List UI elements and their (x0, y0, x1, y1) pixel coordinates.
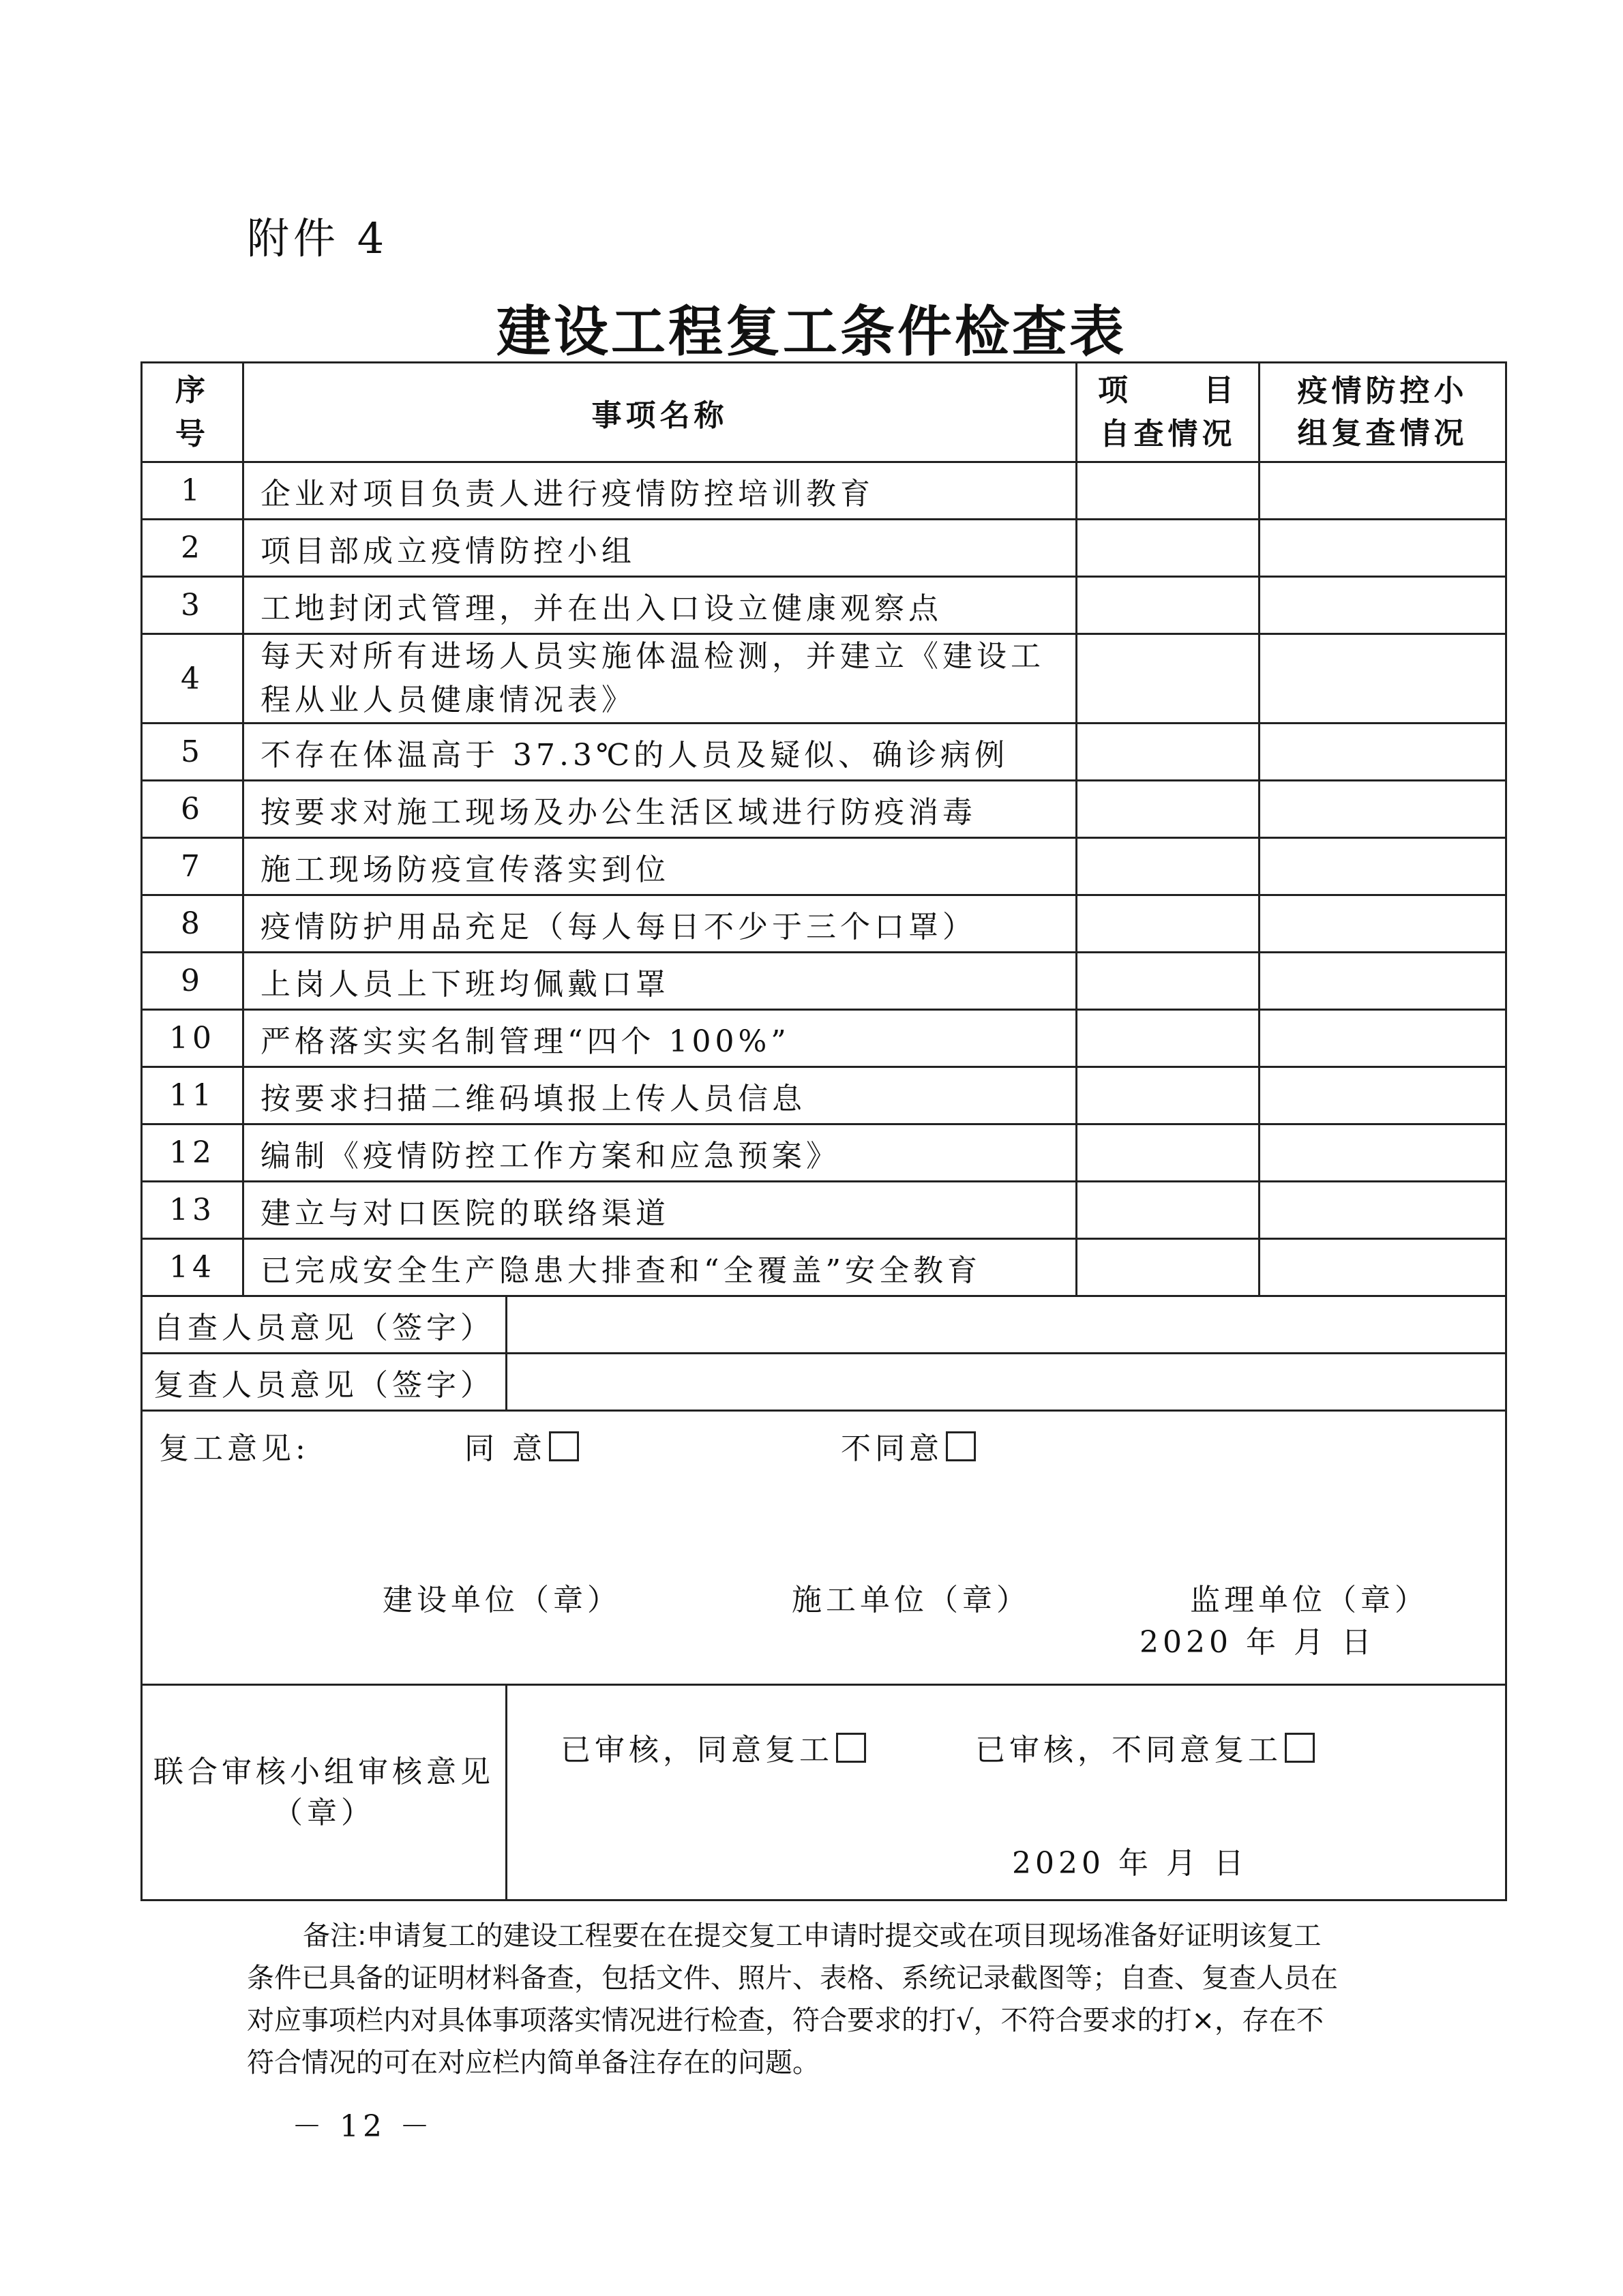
row-item: 建立与对口医院的联络渠道 (243, 1182, 1077, 1239)
row-number: 12 (142, 1124, 243, 1182)
table-row (142, 781, 1506, 838)
row-number: 1 (142, 462, 243, 520)
remarks-line: 条件已具备的证明材料备查，包括文件、照片、表格、系统记录截图等；自查、复查人员在 (247, 1963, 1338, 1994)
self-check-cell[interactable] (1077, 1182, 1260, 1239)
self-check-cell[interactable] (1077, 577, 1260, 634)
row-item: 上岗人员上下班均佩戴口罩 (243, 953, 1077, 1010)
agree-option[interactable] (464, 1424, 579, 1467)
row-number: 7 (142, 838, 243, 895)
row-item: 每天对所有进场人员实施体温检测，并建立《建设工 程从业人员健康情况表》 (243, 634, 1077, 724)
row-number: 5 (142, 724, 243, 781)
self-check-cell[interactable] (1077, 520, 1260, 577)
agree-checkbox[interactable] (549, 1431, 579, 1461)
row-number: 2 (142, 520, 243, 577)
group-check-cell[interactable] (1260, 1182, 1506, 1239)
recheck-opinion-row (142, 1354, 1506, 1411)
row-item: 施工现场防疫宣传落实到位 (243, 838, 1077, 895)
group-check-cell[interactable] (1260, 838, 1506, 895)
group-check-cell[interactable] (1260, 953, 1506, 1010)
self-check-opinion-label: 自查人员意见（签字） (142, 1296, 507, 1354)
construction-unit-seal: 建设单位（章） (383, 1583, 621, 1617)
table-row (142, 1010, 1506, 1067)
joint-review-date: 2020 年 月 日 (1012, 1846, 1248, 1881)
row-number: 10 (142, 1010, 243, 1067)
table-row (142, 1182, 1506, 1239)
page-number: － 12 － (292, 2109, 434, 2144)
row-item: 不存在体温高于 37.3℃的人员及疑似、确诊病例 (243, 724, 1077, 781)
header-self-check: 项 目 自查情况 (1077, 363, 1260, 462)
rejected-option[interactable] (975, 1725, 1315, 1769)
table-row (142, 1239, 1506, 1296)
row-number: 11 (142, 1067, 243, 1124)
resume-opinion-date: 2020 年 月 日 (1140, 1625, 1375, 1660)
rejected-label: 已审核，不同意复工 (975, 1733, 1282, 1768)
table-row (142, 462, 1506, 520)
remarks (247, 1915, 1386, 2084)
resume-opinion-row (142, 1411, 1506, 1685)
self-check-cell[interactable] (1077, 1010, 1260, 1067)
group-check-cell[interactable] (1260, 895, 1506, 953)
table-row (142, 634, 1506, 724)
joint-review-row (142, 1685, 1506, 1900)
row-item: 严格落实实名制管理“四个 100%” (243, 1010, 1077, 1067)
table-row (142, 895, 1506, 953)
self-check-cell[interactable] (1077, 895, 1260, 953)
group-check-cell[interactable] (1260, 1067, 1506, 1124)
row-number: 6 (142, 781, 243, 838)
row-item: 项目部成立疫情防控小组 (243, 520, 1077, 577)
self-check-cell[interactable] (1077, 953, 1260, 1010)
row-item: 疫情防护用品充足（每人每日不少于三个口罩） (243, 895, 1077, 953)
self-check-cell[interactable] (1077, 1124, 1260, 1182)
row-item: 编制《疫情防控工作方案和应急预案》 (243, 1124, 1077, 1182)
recheck-signature-field[interactable] (507, 1354, 1506, 1411)
recheck-opinion-label: 复查人员意见（签字） (142, 1354, 507, 1411)
group-check-cell[interactable] (1260, 1010, 1506, 1067)
row-item: 企业对项目负责人进行疫情防控培训教育 (243, 462, 1077, 520)
row-number: 9 (142, 953, 243, 1010)
self-check-cell[interactable] (1077, 634, 1260, 724)
self-check-signature-field[interactable] (507, 1296, 1506, 1354)
remarks-line: 备注:申请复工的建设工程要在在提交复工申请时提交或在项目现场准备好证明该复工 (303, 1920, 1322, 1952)
self-check-cell[interactable] (1077, 462, 1260, 520)
table-row (142, 1067, 1506, 1124)
row-item: 按要求对施工现场及办公生活区域进行防疫消毒 (243, 781, 1077, 838)
self-check-opinion-row (142, 1296, 1506, 1354)
row-item: 按要求扫描二维码填报上传人员信息 (243, 1067, 1077, 1124)
table-row (142, 577, 1506, 634)
group-check-cell[interactable] (1260, 577, 1506, 634)
group-check-cell[interactable] (1260, 1239, 1506, 1296)
remarks-line: 符合情况的可在对应栏内简单备注存在的问题。 (247, 2047, 820, 2078)
contractor-unit-seal: 施工单位（章） (792, 1583, 1030, 1617)
header-group-check: 疫情防控小 组复查情况 (1260, 363, 1506, 462)
approved-label: 已审核，同意复工 (561, 1733, 833, 1768)
joint-review-label: 联合审核小组审核意见 （章） (142, 1685, 507, 1900)
self-check-cell[interactable] (1077, 1239, 1260, 1296)
table-header-row (142, 363, 1506, 462)
row-number: 3 (142, 577, 243, 634)
row-number: 4 (142, 634, 243, 724)
attachment-label: 附件 4 (247, 213, 389, 263)
table-row (142, 1124, 1506, 1182)
disagree-label: 不同意 (841, 1431, 943, 1466)
row-item: 工地封闭式管理，并在出入口设立健康观察点 (243, 577, 1077, 634)
table-row (142, 953, 1506, 1010)
resume-opinion-label: 复工意见: (159, 1431, 310, 1466)
remarks-line: 对应事项栏内对具体事项落实情况进行检查，符合要求的打√，不符合要求的打×，存在不 (247, 2005, 1324, 2036)
self-check-cell[interactable] (1077, 838, 1260, 895)
row-item: 已完成安全生产隐患大排查和“全覆盖”安全教育 (243, 1239, 1077, 1296)
group-check-cell[interactable] (1260, 781, 1506, 838)
resume-opinion-section (142, 1411, 1506, 1685)
self-check-cell[interactable] (1077, 1067, 1260, 1124)
header-no: 序 号 (142, 363, 243, 462)
page-title: 建设工程复工条件检查表 (496, 300, 1127, 363)
row-number: 14 (142, 1239, 243, 1296)
self-check-cell[interactable] (1077, 781, 1260, 838)
approved-option[interactable] (561, 1725, 866, 1769)
inspection-table (140, 361, 1507, 1901)
rejected-checkbox[interactable] (1285, 1733, 1315, 1763)
table-row (142, 838, 1506, 895)
group-check-cell[interactable] (1260, 724, 1506, 781)
table-row (142, 724, 1506, 781)
disagree-option[interactable] (841, 1424, 976, 1467)
group-check-cell[interactable] (1260, 634, 1506, 724)
approved-checkbox[interactable] (836, 1733, 866, 1763)
group-check-cell[interactable] (1260, 1124, 1506, 1182)
group-check-cell[interactable] (1260, 462, 1506, 520)
header-item-name: 事项名称 (243, 363, 1077, 462)
row-number: 13 (142, 1182, 243, 1239)
agree-label: 同 意 (464, 1431, 546, 1466)
supervision-unit-seal: 监理单位（章） (1190, 1583, 1429, 1617)
table-row (142, 520, 1506, 577)
joint-review-section (507, 1685, 1506, 1900)
self-check-cell[interactable] (1077, 724, 1260, 781)
row-number: 8 (142, 895, 243, 953)
disagree-checkbox[interactable] (946, 1431, 976, 1461)
group-check-cell[interactable] (1260, 520, 1506, 577)
